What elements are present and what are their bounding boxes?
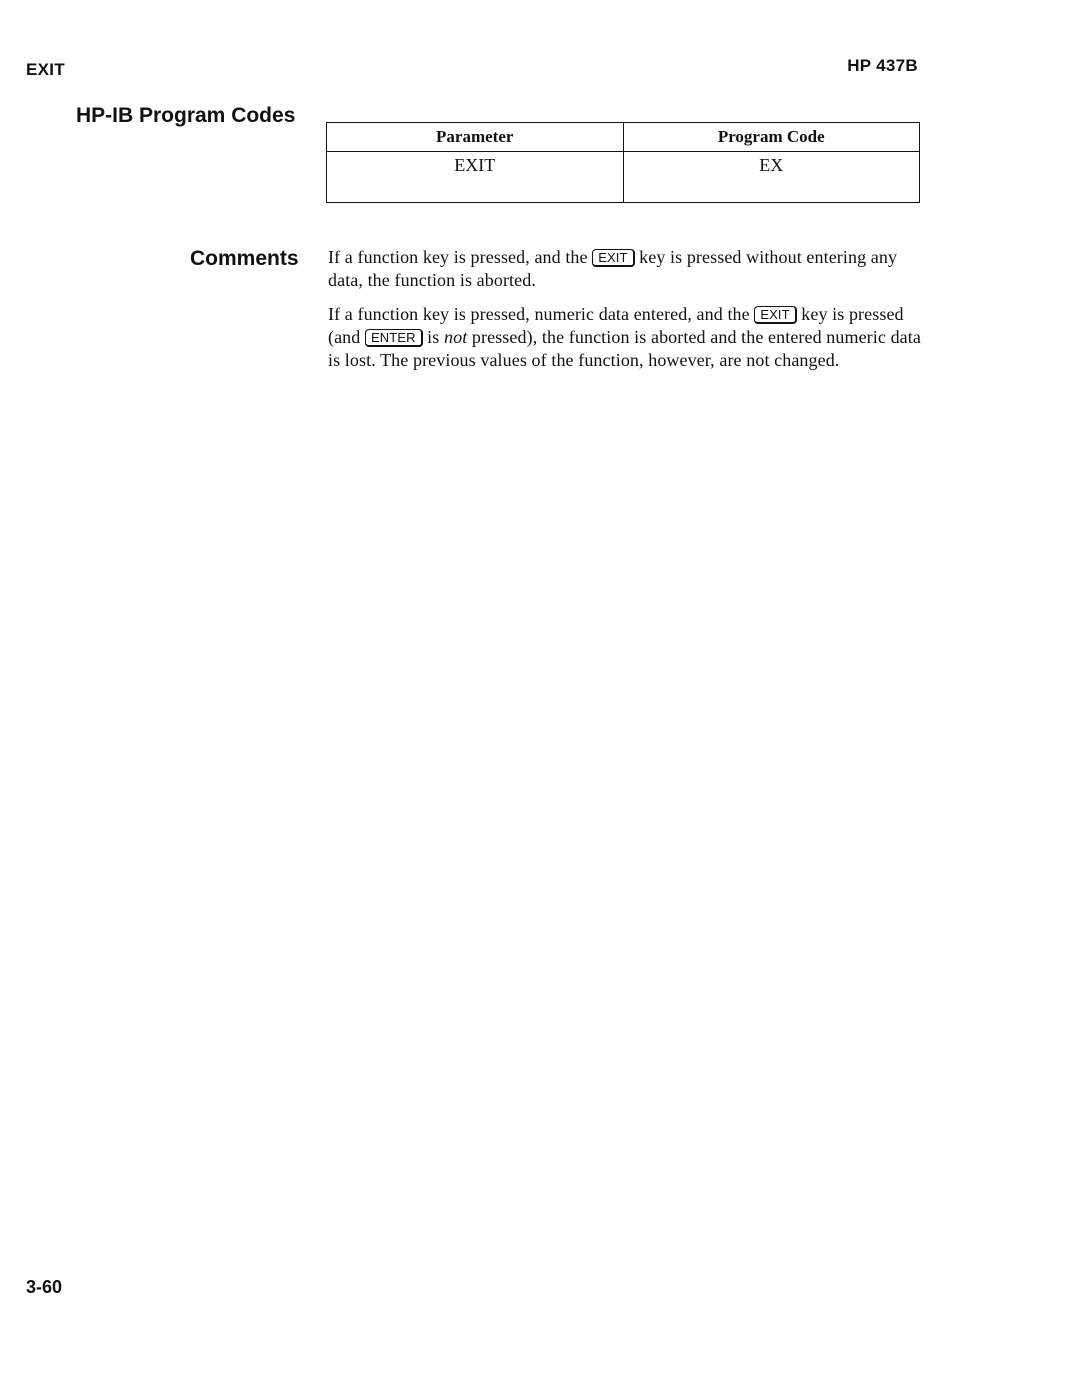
running-head-right: HP 437B <box>847 56 918 75</box>
comment-text: If a function key is pressed, and the <box>328 247 588 267</box>
comment-paragraph <box>328 303 928 372</box>
table-cell-program-code: EX <box>623 152 920 203</box>
section-heading: HP-IB Program Codes <box>76 104 296 127</box>
table-cell-parameter: EXIT <box>327 152 624 203</box>
comments-label: Comments <box>190 247 299 270</box>
page-number: 3-60 <box>26 1277 63 1297</box>
program-code-table <box>326 122 920 203</box>
table-header-program-code: Program Code <box>623 123 920 152</box>
exit-key-icon: EXIT <box>754 306 796 324</box>
comment-text: key is pressed without entering any data, the function is aborted. <box>328 247 898 290</box>
running-head-left: EXIT <box>26 60 65 79</box>
table-header-parameter: Parameter <box>327 123 624 152</box>
comment-text: key is pressed (and <box>328 304 904 347</box>
emphasis-text: not <box>444 327 468 347</box>
comment-text: pressed), the function is aborted and the entered numeric data is lost. The previous values of the function, however, are not changed. <box>328 327 921 370</box>
comment-paragraph <box>328 246 928 292</box>
table-header-row <box>327 123 920 152</box>
comment-text: is <box>427 327 440 347</box>
table-row <box>327 152 920 203</box>
comment-text: If a function key is pressed, numeric data entered, and the <box>328 304 750 324</box>
exit-key-icon: EXIT <box>592 249 634 267</box>
enter-key-icon: ENTER <box>365 329 423 347</box>
